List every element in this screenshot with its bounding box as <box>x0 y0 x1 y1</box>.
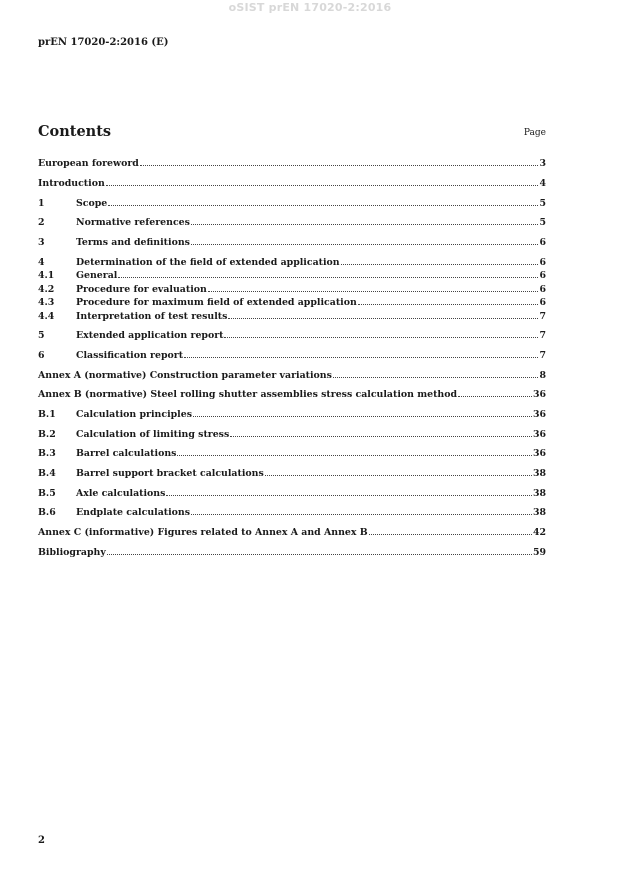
toc-entry-number: B.6 <box>38 507 56 518</box>
toc-entry[interactable] <box>38 197 546 209</box>
toc-entry[interactable] <box>38 467 546 479</box>
toc-entry[interactable] <box>38 349 546 361</box>
toc-entry-number: B.5 <box>38 488 56 499</box>
toc-dot-leader <box>230 428 532 437</box>
toc-entry[interactable] <box>38 546 546 558</box>
toc-entry-number: B.3 <box>38 448 56 459</box>
toc-entry-title: Barrel calculations <box>76 448 177 459</box>
toc-entry-title: Endplate calculations <box>76 507 191 518</box>
toc-entry-number: B.1 <box>38 409 56 420</box>
toc-entry-title: General <box>76 270 118 281</box>
toc-dot-leader <box>208 283 539 292</box>
toc-entry[interactable] <box>38 216 546 228</box>
toc-dot-leader <box>184 349 538 358</box>
page-number: 2 <box>38 835 45 846</box>
toc-entry-title: Annex A (normative) Construction parameter variations <box>38 370 332 381</box>
toc-entry-page: 4 <box>539 178 546 189</box>
toc-entry-title: Calculation of limiting stress <box>76 429 230 440</box>
toc-dot-leader <box>333 369 539 378</box>
toc-entry-number: 5 <box>38 330 45 341</box>
toc-entry-number: 4.4 <box>38 311 55 322</box>
toc-entry-page: 59 <box>532 547 546 558</box>
toc-entry-page: 5 <box>539 198 546 209</box>
toc-entry-page: 7 <box>539 311 546 322</box>
toc-entry-page: 6 <box>539 237 546 248</box>
toc-entry[interactable] <box>38 388 546 400</box>
toc-entry-title: Procedure for evaluation <box>76 284 207 295</box>
toc-dot-leader <box>458 388 532 397</box>
toc-dot-leader <box>224 329 538 338</box>
toc-entry[interactable] <box>38 177 546 189</box>
toc-entry-number: 4.1 <box>38 270 55 281</box>
toc-entry-title: Axle calculations <box>76 488 166 499</box>
toc-entry[interactable] <box>38 269 546 281</box>
toc-entry-page: 8 <box>539 370 546 381</box>
toc-dot-leader <box>177 447 532 456</box>
toc-entry[interactable] <box>38 310 546 322</box>
toc-entry[interactable] <box>38 329 546 341</box>
toc-entry-page: 6 <box>539 270 546 281</box>
toc-entry-page: 36 <box>532 389 546 400</box>
toc-dot-leader <box>107 546 532 555</box>
toc-entry-page: 6 <box>539 297 546 308</box>
toc-entry-title: Procedure for maximum field of extended application <box>76 297 357 308</box>
toc-entry-page: 38 <box>532 507 546 518</box>
toc-entry-title: Classification report <box>76 350 184 361</box>
toc-dot-leader <box>140 157 539 166</box>
toc-entry-title: Scope <box>76 198 108 209</box>
toc-entry-title: Introduction <box>38 178 105 189</box>
toc-entry-page: 5 <box>539 217 546 228</box>
toc-entry-number: B.2 <box>38 429 56 440</box>
toc-dot-leader <box>166 487 532 496</box>
toc-dot-leader <box>358 296 539 305</box>
toc-entry[interactable] <box>38 157 546 169</box>
toc-dot-leader <box>369 526 532 535</box>
toc-entry-title: Barrel support bracket calculations <box>76 468 264 479</box>
toc-dot-leader <box>341 256 539 265</box>
toc-entry[interactable] <box>38 296 546 308</box>
toc-entry[interactable] <box>38 447 546 459</box>
page-column-label: Page <box>523 128 546 138</box>
toc-entry-number: 1 <box>38 198 45 209</box>
toc-entry[interactable] <box>38 256 546 268</box>
watermark: oSIST prEN 17020-2:2016 <box>228 1 392 14</box>
toc-entry[interactable] <box>38 283 546 295</box>
toc-entry-page: 3 <box>539 158 546 169</box>
toc-entry[interactable] <box>38 236 546 248</box>
toc-entry-page: 36 <box>532 409 546 420</box>
contents-title: Contents <box>38 123 112 140</box>
toc-entry[interactable] <box>38 428 546 440</box>
toc-entry-title: Bibliography <box>38 547 106 558</box>
document-reference: prEN 17020-2:2016 (E) <box>38 37 169 48</box>
toc-entry-title: European foreword <box>38 158 139 169</box>
toc-entry-number: B.4 <box>38 468 56 479</box>
toc-entry-title: Annex C (informative) Figures related to Annex A and Annex B <box>38 527 368 538</box>
toc-entry-page: 6 <box>539 284 546 295</box>
toc-entry[interactable] <box>38 369 546 381</box>
toc-dot-leader <box>265 467 532 476</box>
toc-entry-number: 6 <box>38 350 45 361</box>
toc-entry[interactable] <box>38 506 546 518</box>
toc-entry-title: Interpretation of test results <box>76 311 228 322</box>
toc-entry-number: 4.3 <box>38 297 55 308</box>
toc-dot-leader <box>191 216 539 225</box>
toc-entry-title: Normative references <box>76 217 190 228</box>
toc-dot-leader <box>108 197 538 206</box>
toc-entry-page: 7 <box>539 330 546 341</box>
toc-dot-leader <box>191 236 539 245</box>
toc-entry-number: 4.2 <box>38 284 55 295</box>
toc-dot-leader <box>193 408 532 417</box>
toc-entry-title: Annex B (normative) Steel rolling shutter assemblies stress calculation method <box>38 389 458 400</box>
toc-dot-leader <box>106 177 539 186</box>
toc-entry-number: 4 <box>38 257 45 268</box>
toc-dot-leader <box>191 506 532 515</box>
toc-entry-title: Extended application report <box>76 330 224 341</box>
toc-entry-page: 38 <box>532 468 546 479</box>
toc-entry-number: 3 <box>38 237 45 248</box>
toc-entry-page: 36 <box>532 429 546 440</box>
toc-entry-page: 42 <box>532 527 546 538</box>
toc-entry[interactable] <box>38 487 546 499</box>
toc-entry-page: 7 <box>539 350 546 361</box>
toc-entry-page: 6 <box>539 257 546 268</box>
toc-dot-leader <box>118 269 538 278</box>
toc-dot-leader <box>228 310 538 319</box>
toc-entry-number: 2 <box>38 217 45 228</box>
toc-entry-title: Determination of the field of extended application <box>76 257 340 268</box>
toc-entry-title: Terms and definitions <box>76 237 190 248</box>
toc-entry-page: 38 <box>532 488 546 499</box>
toc-entry-page: 36 <box>532 448 546 459</box>
toc-entry[interactable] <box>38 408 546 420</box>
toc-entry-title: Calculation principles <box>76 409 192 420</box>
toc-entry[interactable] <box>38 526 546 538</box>
